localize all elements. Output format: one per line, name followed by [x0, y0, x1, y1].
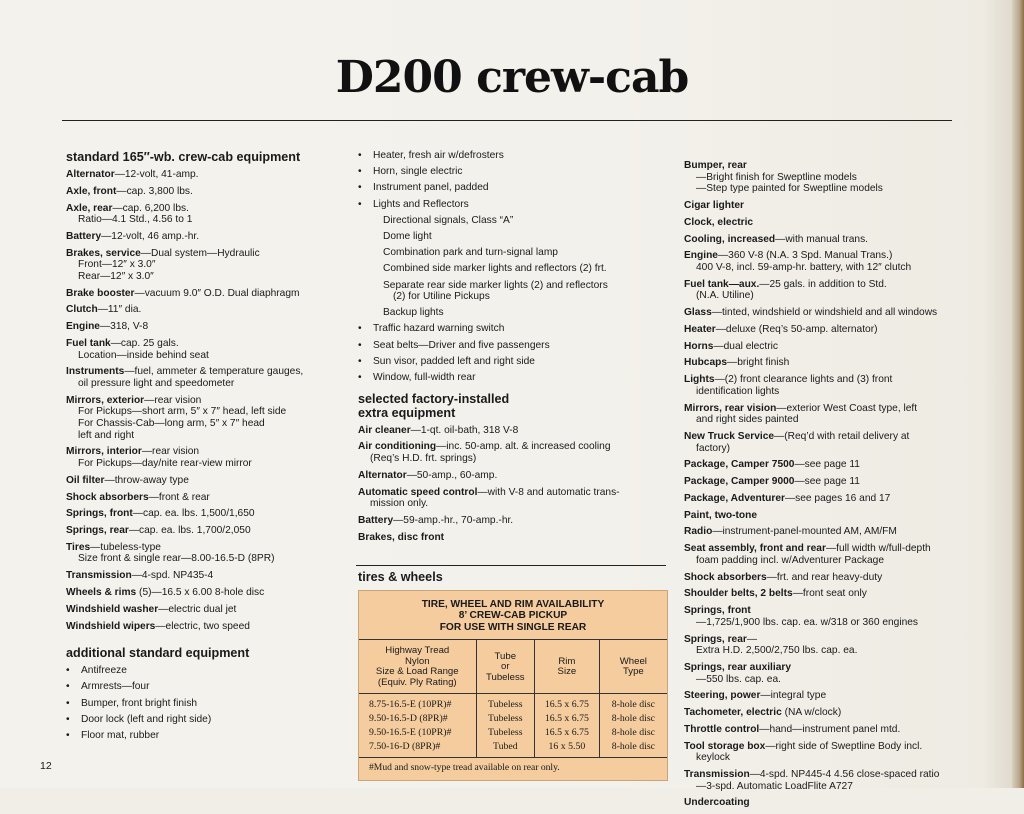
spec-term: Transmission: [684, 769, 750, 780]
spec-entry: [358, 470, 668, 482]
spec-entry: [684, 431, 956, 454]
spec-detail: —instrument-panel-mounted AM, AM/FM: [712, 526, 897, 538]
spec-subline: For Pickups—short arm, 5″ x 7″ head, left side: [78, 406, 287, 418]
spec-detail: —with manual trans.: [775, 233, 868, 245]
spec-term: New Truck Service: [684, 430, 775, 442]
spec-entry: [684, 526, 956, 538]
spec-detail: —tinted, windshield or windshield and all windows: [711, 307, 938, 319]
table-cell: Tubeless: [476, 726, 535, 740]
spec-entry: [684, 374, 956, 397]
spec-detail: —59-amp.-hr., 70-amp.-hr.: [393, 514, 514, 526]
table-cell: Tubeless: [476, 712, 535, 726]
spec-subline: —Bright finish for Sweptline models: [696, 171, 857, 183]
spec-entry: [684, 662, 956, 685]
tire-box-title: [359, 591, 667, 641]
spec-detail: —360 V-8 (N.A. 3 Spd. Manual Trans.): [717, 250, 893, 262]
spec-entry: [66, 304, 328, 316]
spec-entry: [66, 321, 328, 333]
spec-detail: —cap. ea. lbs. 1,500/1,650: [132, 508, 255, 520]
spec-entry: [684, 324, 956, 336]
bullet-subitem: Combination park and turn-signal lamp: [383, 247, 558, 259]
bullet-item: • Traffic hazard warning switch: [358, 323, 668, 335]
spec-term: Package, Camper 9000: [684, 476, 795, 488]
spec-subline: Extra H.D. 2,500/2,750 lbs. cap. ea.: [696, 645, 858, 657]
spec-subline: —3-spd. Automatic LoadFlite A727: [696, 780, 853, 792]
column-standard-equipment: [66, 150, 328, 746]
spec-entry: [66, 508, 328, 520]
spec-detail: —cap. 25 gals.: [110, 338, 179, 350]
spec-subline: (Req’s H.D. frt. springs): [370, 453, 477, 464]
spec-detail: —see page 11: [794, 476, 860, 488]
spec-detail: —electric dual jet: [158, 603, 237, 615]
spec-subline: (N.A. Utiline): [696, 290, 754, 302]
spec-detail: —vacuum 9.0″ O.D. Dual diaphragm: [134, 287, 300, 299]
bullet-item: • Lights and Reflectors: [358, 199, 668, 211]
spec-detail: —4-spd. NP445-4 4.56 close-spaced ratio: [749, 769, 940, 780]
table-cell: 16.5 x 6.75: [535, 712, 600, 726]
spec-detail: —frt. and rear heavy-duty: [766, 571, 883, 583]
spec-subline: —Step type painted for Sweptline models: [696, 183, 883, 195]
spec-entry: [684, 403, 956, 426]
tire-column-header-line: Tubeless: [486, 671, 525, 683]
spec-detail: —318, V-8: [99, 321, 149, 333]
spec-term: Engine: [66, 321, 100, 333]
table-cell: 8-hole disc: [599, 712, 667, 726]
spec-detail: —rear vision: [144, 394, 202, 406]
spec-entry: [358, 515, 668, 527]
facing-page-edge: [1012, 0, 1024, 788]
spec-term: Brake booster: [66, 287, 135, 299]
spec-subline: and right sides painted: [696, 414, 799, 426]
spec-term: Mirrors, interior: [66, 446, 142, 458]
spec-entry: [684, 724, 956, 736]
spec-term: Air conditioning: [358, 441, 437, 453]
tires-divider: [356, 565, 666, 566]
tire-box-title-line: TIRE, WHEEL AND RIM AVAILABILITY: [421, 598, 605, 610]
spec-detail: —right side of Sweptline Body incl.: [765, 740, 923, 752]
spec-detail: (5)—16.5 x 6.00 8-hole disc: [136, 587, 265, 598]
spec-entry: [684, 307, 956, 319]
spec-detail: —12-volt, 46 amp.-hr.: [101, 230, 200, 242]
table-cell: 16 x 5.50: [535, 740, 600, 758]
extra-equipment-list-continued: [684, 160, 956, 809]
spec-term: Fuel tank—aux.: [684, 278, 760, 290]
bullet-item: • Antifreeze: [66, 665, 328, 677]
spec-detail: —full width w/full-depth: [825, 543, 931, 555]
tire-column-header-line: Tube: [494, 650, 517, 662]
spec-detail: —fuel, ammeter & temperature gauges,: [124, 366, 304, 378]
spec-term: Mirrors, exterior: [66, 394, 145, 406]
spec-entry: [684, 279, 956, 302]
spec-detail: —Dual system—Hydraulic: [140, 247, 260, 259]
bullet-subitem: Directional signals, Class “A”: [383, 214, 514, 226]
spec-term: Automatic speed control: [358, 486, 478, 498]
spec-term: Seat assembly, front and rear: [684, 543, 826, 555]
spec-detail: —cap. ea. lbs. 1,700/2,050: [128, 525, 251, 537]
spec-term: Brakes, service: [66, 247, 141, 259]
spec-term: Alternator: [66, 169, 115, 180]
spec-detail: —inc. 50-amp. alt. & increased cooling: [436, 441, 611, 453]
spec-detail: —tubeless-type: [90, 541, 161, 553]
spec-term: Package, Camper 7500: [684, 459, 795, 471]
bullet-item: • Window, full-width rear: [358, 372, 668, 384]
spec-entry: [66, 169, 328, 181]
tire-table-body: [359, 694, 667, 758]
bullet-item: • Armrests—four: [66, 681, 328, 693]
spec-term: Axle, rear: [66, 202, 113, 214]
bullet-subitem: (2) for Utiline Pickups: [393, 291, 490, 303]
bullet-item: • Heater, fresh air w/defrosters: [358, 150, 668, 162]
table-cell: Tubed: [476, 740, 535, 758]
spec-entry: [66, 475, 328, 487]
spec-entry: [684, 510, 956, 522]
tire-box-title-line: 8’ CREW-CAB PICKUP: [458, 610, 568, 622]
spec-term: Mirrors, rear vision: [684, 402, 777, 414]
spec-subline: For Pickups—day/nite rear-view mirror: [78, 457, 252, 469]
spec-entry: [684, 707, 956, 719]
spec-term: Wheels & rims: [66, 587, 137, 598]
tire-column-header: [535, 640, 600, 694]
spec-detail: —cap. 6,200 lbs.: [112, 202, 189, 214]
page-title: D200 crew-cab: [335, 52, 689, 103]
spec-entry: [358, 425, 668, 437]
spec-entry: [66, 395, 328, 441]
tire-column-header-line: or: [501, 661, 510, 673]
bullet-item: • Bumper, front bright finish: [66, 698, 328, 710]
spec-term: Brakes, disc front: [358, 531, 445, 543]
spec-entry: [66, 203, 328, 226]
spec-term: Battery: [66, 230, 102, 242]
spec-term: Lights: [684, 374, 715, 386]
spec-detail: —bright finish: [727, 357, 790, 369]
bullet-subitem: Backup lights: [383, 307, 444, 319]
spec-term: Shoulder belts, 2 belts: [684, 588, 793, 600]
additional-equipment-list-continued: [358, 150, 668, 384]
spec-term: Transmission: [66, 570, 132, 582]
bullet-item: • Horn, single electric: [358, 166, 668, 178]
standard-equipment-list: [66, 169, 328, 632]
extra-equipment-list: [358, 425, 668, 544]
spec-detail: —hand—instrument panel mtd.: [759, 723, 901, 735]
spec-term: Clutch: [66, 304, 98, 316]
spec-term: Instruments: [66, 366, 125, 378]
spec-term: Tachometer, electric: [684, 707, 782, 719]
spec-term: Clock, electric: [684, 216, 754, 228]
spec-term: Cooling, increased: [684, 233, 776, 245]
spec-detail: —integral type: [760, 690, 827, 702]
spec-term: Alternator: [358, 469, 407, 481]
extra-heading-line2: extra equipment: [358, 405, 456, 420]
tire-availability-box: [358, 590, 668, 781]
spec-detail: —electric, two speed: [155, 620, 250, 632]
column-extra-equipment-continued: [684, 160, 956, 814]
spec-detail: —see page 11: [794, 459, 860, 471]
table-row: [359, 712, 667, 726]
bullet-item: • Sun visor, padded left and right side: [358, 356, 668, 368]
spec-entry: [684, 741, 956, 764]
spec-subline: Size front & single rear—8.00-16.5-D (8PR): [78, 553, 275, 565]
spec-term: Axle, front: [66, 185, 117, 197]
tire-column-header-line: Wheel: [619, 655, 647, 667]
spec-detail: —: [746, 633, 758, 645]
spec-detail: —see pages 16 and 17: [784, 492, 891, 504]
spec-entry: [684, 217, 956, 229]
spec-term: Springs, rear: [684, 633, 747, 645]
spec-detail: —25 gals. in addition to Std.: [759, 278, 887, 290]
table-row: [359, 694, 667, 713]
spec-entry: [684, 357, 956, 369]
spec-detail: —50-amp., 60-amp.: [406, 469, 498, 481]
spec-entry: [66, 186, 328, 198]
table-cell: 8.75-16.5-E (10PR)#: [369, 699, 452, 711]
spec-entry: [684, 459, 956, 471]
tire-column-header-line: Type: [622, 666, 644, 678]
spec-term: Paint, two-tone: [684, 509, 758, 521]
spec-entry: [684, 634, 956, 657]
tire-column-header-line: Highway Tread: [385, 645, 450, 657]
spec-entry: [684, 493, 956, 505]
spec-subline: Location—inside behind seat: [78, 349, 209, 361]
bullet-item: • Instrument panel, padded: [358, 182, 668, 194]
spec-entry: [66, 248, 328, 283]
spec-entry: [66, 446, 328, 469]
spec-entry: [684, 605, 956, 628]
spec-detail: —(2) front clearance lights and (3) front: [714, 374, 893, 386]
tires-heading: tires & wheels: [358, 570, 443, 585]
spec-entry: [66, 621, 328, 633]
tire-column-header: [476, 640, 535, 694]
spec-subline: identification lights: [696, 385, 780, 397]
additional-equipment-list: [66, 665, 328, 741]
spec-entry: [66, 338, 328, 361]
spec-entry: [66, 288, 328, 300]
spec-detail: —exterior West Coast type, left: [776, 402, 918, 414]
spec-entry: [684, 234, 956, 246]
spec-subline: 400 V-8, incl. 59-amp-hr. battery, with 12″ clutch: [696, 261, 912, 273]
bullet-subitem: Combined side marker lights and reflectors (2) frt.: [383, 263, 607, 275]
table-cell: 8-hole disc: [599, 740, 667, 758]
tire-column-header-line: (Equiv. Ply Rating): [377, 677, 457, 688]
spec-entry: [66, 542, 328, 565]
spec-subline: factory): [696, 442, 730, 454]
spec-subline: Rear—12″ x 3.0″: [78, 270, 154, 282]
table-cell: 16.5 x 6.75: [535, 694, 600, 713]
spec-term: Horns: [684, 340, 714, 352]
spec-term: Shock absorbers: [66, 491, 149, 503]
spec-term: Oil filter: [66, 474, 105, 486]
spec-entry: [66, 231, 328, 243]
additional-heading: additional standard equipment: [66, 646, 250, 661]
spec-term: Springs, rear: [66, 525, 129, 537]
table-cell: 9.50-16.5-D (8PR)#: [369, 713, 448, 725]
spec-entry: [66, 525, 328, 537]
spec-entry: [358, 441, 668, 464]
spec-term: Radio: [684, 526, 713, 538]
tire-column-header-line: Size & Load Range: [375, 666, 459, 678]
tire-table-header: [359, 640, 667, 694]
spec-entry: [684, 572, 956, 584]
spec-term: Windshield washer: [66, 603, 159, 615]
spec-term: Steering, power: [684, 690, 761, 702]
spec-entry: [684, 476, 956, 488]
tire-table: [359, 640, 667, 758]
spec-term: Undercoating: [684, 797, 750, 809]
tire-column-header-line: Size: [557, 666, 577, 678]
spec-entry: [66, 587, 328, 599]
spec-detail: —with V-8 and automatic trans-: [477, 486, 620, 498]
spec-term: Throttle control: [684, 723, 760, 735]
spec-subline: Front—12″ x 3.0″: [78, 259, 156, 271]
bullet-item: • Seat belts—Driver and five passengers: [358, 340, 668, 352]
spec-entry: [684, 160, 956, 195]
table-row: [359, 726, 667, 740]
spec-entry: [358, 487, 668, 510]
spec-detail: —4-spd. NP435-4: [131, 570, 214, 582]
spec-term: Engine: [684, 250, 718, 262]
table-cell: 8-hole disc: [599, 726, 667, 740]
spec-term: Shock absorbers: [684, 571, 767, 583]
spec-entry: [684, 200, 956, 212]
spec-entry: [684, 543, 956, 566]
standard-heading: standard 165″-wb. crew-cab equipment: [66, 150, 301, 164]
spec-entry: [684, 588, 956, 600]
spec-entry: [66, 366, 328, 389]
tire-column-header-line: Rim: [558, 655, 576, 667]
tire-column-header-line: Nylon: [405, 655, 430, 667]
spec-entry: [684, 769, 956, 792]
spec-detail: —front & rear: [148, 491, 210, 503]
spec-entry: [66, 570, 328, 582]
column-middle: [358, 150, 668, 781]
spec-subline: keylock: [696, 752, 730, 764]
spec-entry: [684, 341, 956, 353]
spec-entry: [66, 604, 328, 616]
tire-box-title-line: FOR USE WITH SINGLE REAR: [439, 621, 587, 633]
spec-detail: —dual electric: [713, 340, 778, 352]
bullet-subitem: Dome light: [383, 230, 432, 242]
spec-detail: —1-qt. oil-bath, 318 V-8: [410, 424, 519, 436]
spec-detail: —deluxe (Req’s 50-amp. alternator): [715, 323, 878, 335]
table-cell: 8-hole disc: [599, 694, 667, 713]
table-cell: 7.50-16-D (8PR)#: [369, 741, 441, 753]
bullet-item: • Door lock (left and right side): [66, 714, 328, 726]
spec-term: Springs, front: [684, 605, 751, 617]
spec-term: Springs, front: [66, 508, 133, 520]
spec-detail: —cap. 3,800 lbs.: [116, 185, 193, 197]
spec-term: Glass: [684, 307, 712, 319]
spec-subline: —550 lbs. cap. ea.: [696, 673, 781, 685]
spec-subline: For Chassis-Cab—long arm, 5″ x 7″ head: [78, 417, 265, 429]
spec-subline: foam padding incl. w/Adventurer Package: [696, 554, 885, 566]
bullet-subitem: Separate rear side marker lights (2) and reflectors: [383, 279, 608, 291]
spec-entry: [684, 250, 956, 273]
spec-detail: —12-volt, 41-amp.: [114, 169, 199, 180]
bullet-item: • Floor mat, rubber: [66, 730, 328, 742]
table-cell: Tubeless: [476, 694, 535, 713]
spec-subline: mission only.: [370, 498, 429, 510]
tire-column-header: [359, 640, 476, 694]
spec-subline: oil pressure light and speedometer: [78, 378, 235, 389]
tire-column-header: [599, 640, 667, 694]
spec-term: Air cleaner: [358, 424, 411, 436]
table-row: [359, 740, 667, 758]
spec-entry: [684, 797, 956, 809]
spec-entry: [684, 690, 956, 702]
spec-entry: [358, 532, 668, 544]
extra-heading-line1: selected factory-installed: [358, 391, 510, 406]
spec-term: Bumper, rear: [684, 160, 747, 171]
spec-term: Cigar lighter: [684, 199, 745, 211]
spec-subline: left and right: [78, 429, 135, 441]
title-divider: [62, 120, 952, 121]
spec-detail: —throw-away type: [104, 474, 189, 486]
spec-subline: —1,725/1,900 lbs. cap. ea. w/318 or 360 engines: [696, 616, 919, 628]
spec-entry: [66, 492, 328, 504]
spec-term: Springs, rear auxiliary: [684, 661, 792, 673]
table-cell: 16.5 x 6.75: [535, 726, 600, 740]
spec-detail: —rear vision: [141, 446, 200, 458]
table-cell: 9.50-16.5-E (10PR)#: [369, 727, 452, 739]
spec-term: Tires: [66, 541, 91, 553]
spec-detail: —front seat only: [792, 588, 867, 600]
spec-term: Package, Adventurer: [684, 492, 785, 504]
spec-term: Hubcaps: [684, 357, 728, 369]
spec-detail: (NA w/clock): [781, 707, 842, 719]
spec-subline: Ratio—4.1 Std., 4.56 to 1: [78, 214, 193, 226]
spec-term: Heater: [684, 323, 716, 335]
spec-term: Fuel tank: [66, 338, 111, 350]
spec-detail: —(Req’d with retail delivery at: [774, 430, 910, 442]
spec-detail: —11″ dia.: [97, 304, 142, 316]
spec-term: Windshield wipers: [66, 620, 156, 632]
page-number: 12: [40, 760, 52, 772]
spec-term: Tool storage box: [684, 740, 766, 752]
spec-term: Battery: [358, 514, 394, 526]
tire-footnote: #Mud and snow-type tread available on rear only.: [369, 762, 560, 774]
